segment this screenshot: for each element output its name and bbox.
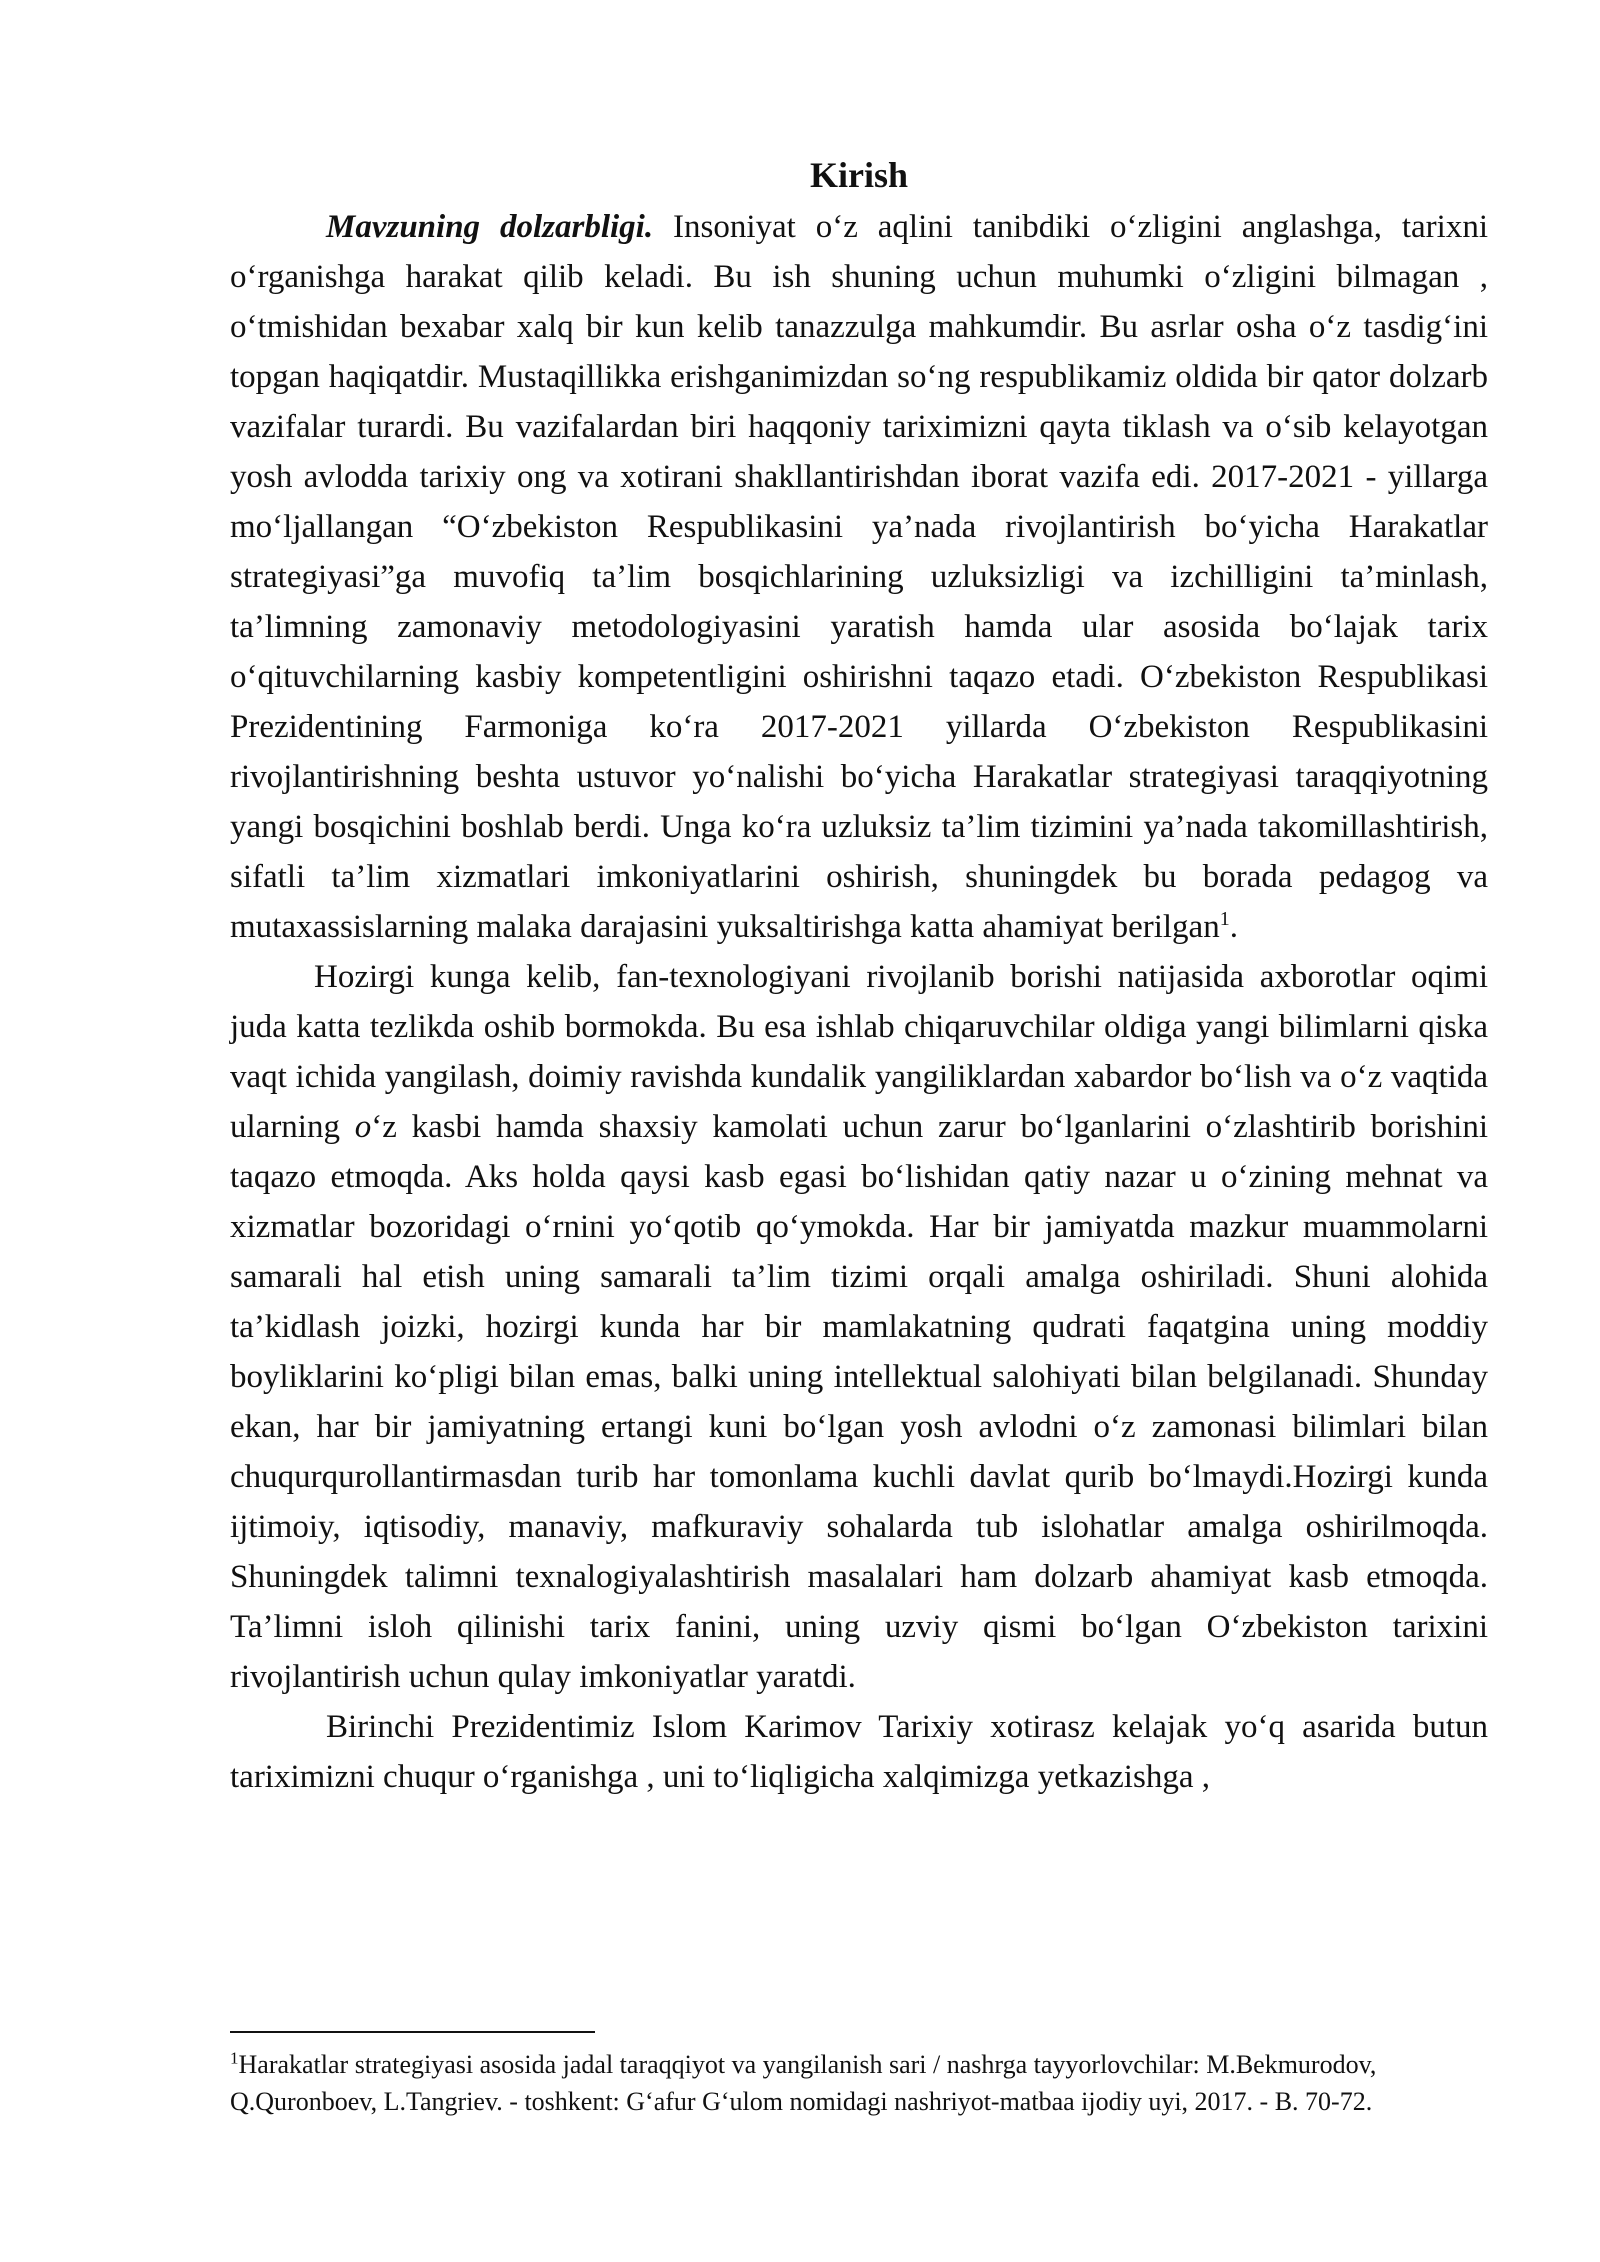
document-page: [230, 150, 1488, 1802]
paragraph-text: Hozirgi kunga kelib, fan-texnologiyani rivojlanib borishi natijasida axborotlar oqimi juda katta tezlikda oshib bormokda. Bu esa ishlab chiqaruvchilar oldiga yangi bilimlarni qiska vaqt ichida yangilash, doimiy ravishda kundalik yangiliklardan xabardor bo‘lish va o‘z vaqtida ularning: [230, 959, 1488, 1145]
footnote-separator: [230, 2031, 595, 2033]
paragraph-text: Insoniyat o‘z aqlini tanibdiki o‘zligini anglashga, tarixni o‘rganishga harakat qilib keladi. Bu ish shuning uchun muhumki o‘zligini bilmagan , o‘tmishidan bexabar xalq bir kun kelib tanazzulga mahkumdir. Bu asrlar osha o‘z tasdig‘ini topgan haqiqatdir. Mustaqillikka erishganimizdan so‘ng respublikamiz oldida bir qator dolzarb vazifalar turardi. Bu vazifalardan biri haqqoniy tariximizni qayta tiklash va o‘sib kelayotgan yosh avlodda tarixiy ong va xotirani shakllantirishdan iborat vazifa edi. 2017-2021 - yillarga mo‘ljallangan “O‘zbekiston Respublikasini ya’nada rivojlantirish bo‘yicha Harakatlar strategiyasi”ga muvofiq ta’lim bosqichlarining uzluksizligi va izchilligini ta’minlash, ta’limning zamonaviy metodologiyasini yaratish hamda ular asosida bo‘lajak tarix o‘qituvchilarning kasbiy kompetentligini oshirishni taqazo etadi. O‘zbekiston Respublikasi Prezidentining Farmoniga ko‘ra 2017-2021 yillarda O‘zbekiston Respublikasini rivojlantirishning beshta ustuvor yo‘nalishi bo‘yicha Harakatlar strategiyasi taraqqiyotning yangi bosqichini boshlab berdi. Unga ko‘ra uzluksiz ta’lim tizimini ya’nada takomillashtirish, sifatli ta’lim xizmatlari imkoniyatlarini oshirish, shuningdek bu borada pedagog va mutaxassislarning malaka darajasini yuksaltirishga katta ahamiyat berilgan: [230, 209, 1488, 945]
footnote-number: 1: [230, 2048, 239, 2068]
footnote-text: Harakatlar strategiyasi asosida jadal taraqqiyot va yangilanish sari / nashrga tayyorlovchilar: M.Bekmurodov, Q.Quronboev, L.Tangriev. - toshkent: G‘afur G‘ulom nomidagi nashriyot-matbaa ijodiy uyi, 2017. - B. 70-72.: [230, 2050, 1377, 2116]
page-title: Kirish: [809, 155, 908, 195]
paragraph-end: .: [1229, 909, 1238, 945]
paragraph-modern-day: [230, 952, 1488, 1702]
paragraph-relevance: [230, 202, 1488, 952]
section-lead-heading: Mavzuning dolzarbligi.: [326, 209, 654, 245]
paragraph-text: Birinchi Prezidentimiz Islom Karimov Tarixiy xotirasz kelajak yo‘q asarida butun tariximizni chuqur o‘rganishga , uni to‘liqligicha xalqimizga yetkazishga ,: [230, 1709, 1488, 1795]
paragraph-first-president: [230, 1702, 1488, 1802]
paragraph-text-continued: ‘z kasbi hamda shaxsiy kamolati uchun zarur bo‘lganlarini o‘zlashtirib borishini taqazo etmoqda. Aks holda qaysi kasb egasi bo‘lishidan qatiy nazar u o‘zining mehnat va xizmatlar bozoridagi o‘rnini yo‘qotib qo‘ymokda. Har bir jamiyatda mazkur muammolarni samarali hal etish uning samarali ta’lim tizimi orqali amalga oshiriladi. Shuni alohida ta’kidlash joizki, hozirgi kunda har bir mamlakatning qudrati faqatgina uning moddiy boyliklarini ko‘pligi bilan emas, balki uning intellektual salohiyati bilan belgilanadi. Shunday ekan, har bir jamiyatning ertangi kuni bo‘lgan yosh avlodni o‘z zamonasi bilimlari bilan chuqurqurollantirmasdan turib har tomonlama kuchli davlat qurib bo‘lmaydi.Hozirgi kunda ijtimoiy, iqtisodiy, manaviy, mafkuraviy sohalarda tub islohatlar amalga oshirilmoqda. Shuningdek talimni texnalogiyalashtirish masalalari ham dolzarb ahamiyat kasb etmoqda. Ta’limni isloh qilinishi tarix fanini, uning uzviy qismi bo‘lgan O‘zbekiston tarixini rivojlantirish uchun qulay imkoniyatlar yaratdi.: [230, 1109, 1488, 1695]
italic-letter: o: [354, 1109, 372, 1145]
footnote-reference[interactable]: 1: [1219, 908, 1230, 930]
footnote: [230, 2046, 1488, 2120]
